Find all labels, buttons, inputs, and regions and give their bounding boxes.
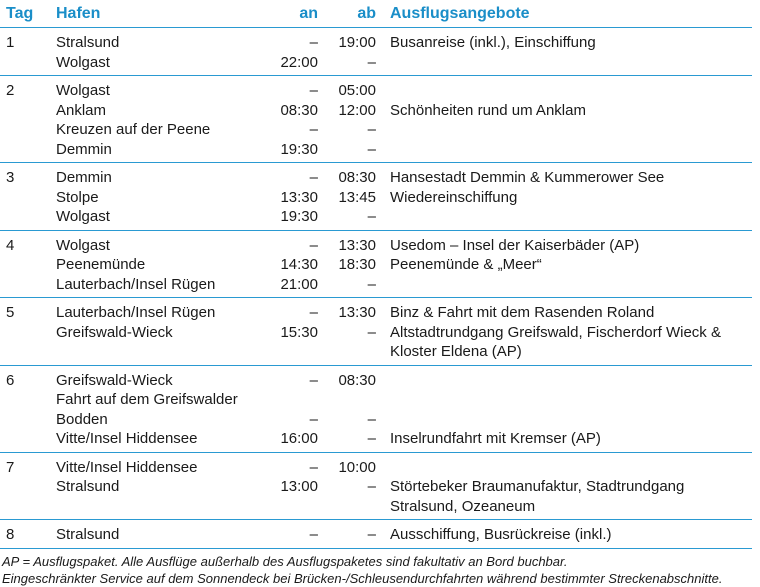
header-ausflug: Ausflugsangebote — [390, 5, 530, 22]
header-tag: Tag — [6, 5, 34, 22]
port-name: Lauterbach/Insel Rügen — [56, 275, 216, 293]
port-name: Stralsund — [56, 34, 120, 51]
an-cell — [272, 28, 324, 76]
excursion: Binz & Fahrt mit dem Rasenden Roland — [390, 304, 655, 321]
departure-time: 08:30 — [338, 371, 376, 389]
arrival-time: 08:30 — [280, 101, 318, 119]
excursion: Hansestadt Demmin & Kummerower See — [390, 169, 665, 186]
day-row — [0, 452, 752, 520]
day-row — [0, 28, 752, 76]
arrival-time: 13:00 — [280, 478, 318, 495]
excursion — [390, 53, 748, 73]
port-name: Demmin — [56, 140, 112, 158]
day-number: 4 — [6, 236, 15, 254]
an-cell — [272, 76, 324, 163]
arrival-time: – — [309, 410, 318, 428]
departure-time: 13:30 — [338, 304, 376, 321]
port-name: Stralsund — [56, 478, 120, 495]
port-name: Demmin — [56, 169, 112, 186]
ab-cell — [324, 520, 382, 549]
aus-cell — [382, 298, 752, 366]
excursion: Wiedereinschiffung — [390, 188, 518, 206]
arrival-time: 16:00 — [280, 430, 318, 447]
itinerary-body — [0, 28, 752, 549]
port-name: Fahrt auf dem Greifswalder — [56, 391, 238, 408]
day-row — [0, 365, 752, 452]
port-name: Kreuzen auf der Peene — [56, 121, 211, 138]
excursion — [390, 371, 748, 391]
hafen-cell — [56, 163, 272, 231]
day-number: 5 — [6, 304, 15, 321]
departure-time: 13:30 — [338, 236, 376, 254]
excursion: Peenemünde & „Meer“ — [390, 256, 542, 273]
departure-time: 18:30 — [338, 256, 376, 273]
aus-cell — [382, 452, 752, 520]
ab-cell — [324, 298, 382, 366]
arrival-time: – — [309, 82, 318, 99]
ab-cell — [324, 28, 382, 76]
an-cell — [272, 163, 324, 231]
departure-time: 05:00 — [338, 82, 376, 99]
port-name: Vitte/Insel Hiddensee — [56, 430, 198, 447]
day-number: 2 — [6, 82, 15, 99]
excursion — [390, 390, 748, 410]
departure-time: – — [367, 275, 376, 293]
footnote-service: Eingeschränkter Service auf dem Sonnendeck bei Brücken-/Schleusendurchfahrten während bestimmter Streckenabschnitte. — [2, 570, 723, 586]
day-row — [0, 76, 752, 163]
an-cell — [272, 452, 324, 520]
day-number: 3 — [6, 169, 15, 186]
arrival-time: 13:30 — [280, 188, 318, 206]
an-cell — [272, 365, 324, 452]
excursion — [390, 140, 748, 160]
hafen-cell — [56, 298, 272, 366]
arrival-time: – — [309, 304, 318, 321]
arrival-time: – — [309, 34, 318, 51]
departure-time: 19:00 — [338, 34, 376, 51]
an-cell — [272, 230, 324, 298]
departure-time — [325, 390, 376, 410]
aus-cell — [382, 28, 752, 76]
departure-time: – — [367, 208, 376, 225]
arrival-time: 19:30 — [280, 140, 318, 158]
day-number: 6 — [6, 371, 15, 389]
port-name: Stralsund — [56, 526, 120, 543]
arrival-time: 14:30 — [280, 256, 318, 273]
port-name: Wolgast — [56, 236, 110, 254]
arrival-time: – — [309, 526, 318, 543]
aus-cell — [382, 520, 752, 549]
departure-time: 08:30 — [338, 169, 376, 186]
arrival-time: 19:30 — [280, 208, 318, 225]
day-number: 1 — [6, 34, 15, 51]
hafen-cell — [56, 365, 272, 452]
excursion: Störtebeker Braumanufaktur, Stadtrundgang Stralsund, Ozeaneum — [390, 478, 685, 515]
excursion: Schönheiten rund um Anklam — [390, 101, 586, 119]
day-number: 8 — [6, 526, 15, 543]
aus-cell — [382, 365, 752, 452]
excursion — [390, 275, 748, 295]
day-row — [0, 520, 752, 549]
port-name: Wolgast — [56, 53, 110, 71]
departure-time: – — [367, 53, 376, 71]
header-hafen: Hafen — [56, 5, 101, 22]
port-name: Wolgast — [56, 82, 110, 99]
port-name: Anklam — [56, 101, 107, 119]
port-name: Lauterbach/Insel Rügen — [56, 304, 216, 321]
aus-cell — [382, 230, 752, 298]
an-cell — [272, 520, 324, 549]
ab-cell — [324, 452, 382, 520]
arrival-time: – — [309, 121, 318, 138]
ab-cell — [324, 365, 382, 452]
arrival-time: 15:30 — [280, 323, 318, 341]
day-row — [0, 230, 752, 298]
departure-time: 12:00 — [338, 101, 376, 119]
arrival-time: – — [309, 169, 318, 186]
port-name: Greifswald-Wieck — [56, 323, 173, 341]
departure-time: – — [367, 526, 376, 543]
hafen-cell — [56, 520, 272, 549]
excursion: Busanreise (inkl.), Einschiffung — [390, 34, 596, 51]
arrival-time: – — [309, 458, 318, 476]
port-name: Bodden — [56, 410, 108, 428]
port-name: Peenemünde — [56, 256, 146, 273]
aus-cell — [382, 163, 752, 231]
excursion — [390, 410, 748, 430]
ab-cell — [324, 163, 382, 231]
ab-cell — [324, 76, 382, 163]
arrival-time — [273, 390, 318, 410]
excursion — [390, 81, 748, 101]
departure-time: – — [367, 410, 376, 428]
hafen-cell — [56, 230, 272, 298]
an-cell — [272, 298, 324, 366]
excursion: Ausschiffung, Busrückreise (inkl.) — [390, 526, 612, 543]
port-name: Stolpe — [56, 188, 99, 206]
excursion — [390, 207, 748, 227]
excursion: Usedom – Insel der Kaiserbäder (AP) — [390, 236, 640, 254]
port-name: Vitte/Insel Hiddensee — [56, 458, 198, 476]
day-row — [0, 163, 752, 231]
arrival-time: – — [309, 371, 318, 389]
hafen-cell — [56, 28, 272, 76]
excursion: Altstadtrundgang Greifswald, Fischerdorf Wieck & Kloster Eldena (AP) — [390, 323, 721, 360]
day-row — [0, 298, 752, 366]
arrival-time: 21:00 — [280, 275, 318, 293]
hafen-cell — [56, 452, 272, 520]
hafen-cell — [56, 76, 272, 163]
port-name: Wolgast — [56, 208, 110, 225]
port-name: Greifswald-Wieck — [56, 371, 173, 389]
departure-time: – — [367, 323, 376, 341]
arrival-time: 22:00 — [280, 53, 318, 71]
header-an: an — [299, 5, 318, 22]
arrival-time: – — [309, 236, 318, 254]
day-number: 7 — [6, 458, 15, 476]
header-ab: ab — [357, 5, 376, 22]
excursion — [390, 120, 748, 140]
departure-time: – — [367, 478, 376, 495]
departure-time: 13:45 — [338, 188, 376, 206]
departure-time: – — [367, 140, 376, 158]
excursion — [390, 458, 748, 478]
header-row — [0, 0, 752, 28]
departure-time: 10:00 — [338, 458, 376, 476]
departure-time: – — [367, 121, 376, 138]
excursion: Inselrundfahrt mit Kremser (AP) — [390, 430, 601, 447]
ab-cell — [324, 230, 382, 298]
departure-time: – — [367, 430, 376, 447]
footnote-ap: AP = Ausflugspaket. Alle Ausflüge außerhalb des Ausflugspaketes sind fakultativ an Bord buchbar. — [2, 553, 568, 569]
aus-cell — [382, 76, 752, 163]
